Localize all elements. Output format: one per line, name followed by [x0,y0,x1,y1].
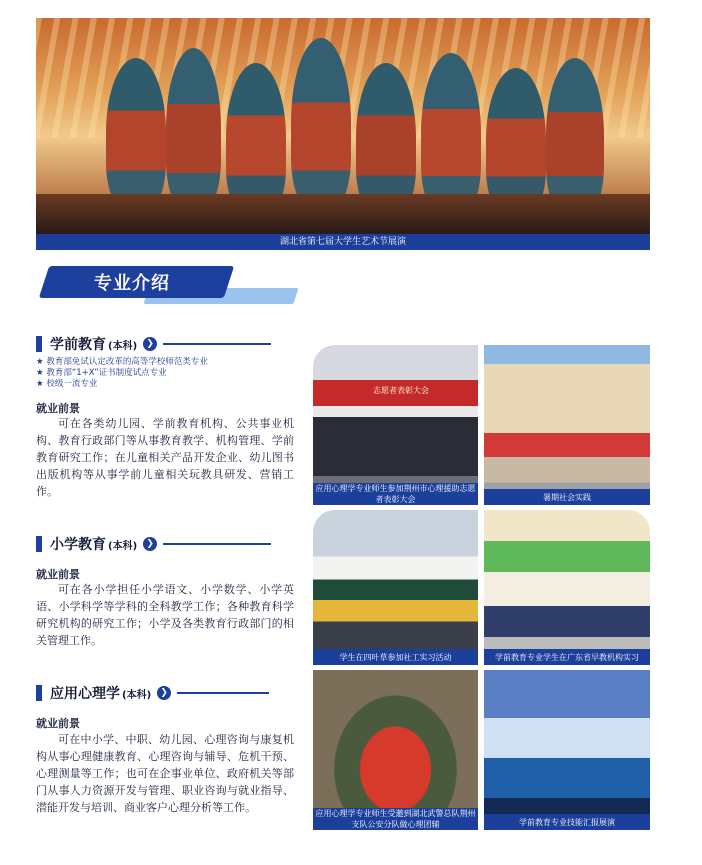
photo-volunteer-ceremony [313,345,478,505]
photo-social-work-internship [313,510,478,665]
heading-rule [163,543,271,545]
photo-early-education-internship [484,510,650,665]
program-name: 学前教育 [50,337,106,353]
heading-marker [36,336,42,352]
hero-caption: 湖北省第七届大学生艺术节展演 [36,234,650,250]
program-degree: (本科) [108,340,138,352]
program-degree: (本科) [122,689,152,701]
program-name: 应用心理学 [50,686,120,702]
photo-caption: 应用心理学专业师生参加荆州市心理援助志愿者表彰大会 [313,483,478,505]
job-prospects-text: 可在各小学担任小学语文、小学数学、小学英语、小学科学等学科的全科教学工作；各种教育科学研究机构的研究工作；小学及各类教育行政部门的相关管理工作。 [36,583,294,647]
chevron-right-icon: ❯ [143,337,157,351]
highlight-item: ★ 教育部免试认定改革的高等学校师范类专业 [36,357,208,367]
job-prospects-title: 就业前景 [36,568,80,581]
program-highlights [36,357,208,390]
hero-photo-block [36,18,650,250]
program-name: 小学教育 [50,537,106,553]
heading-rule [177,692,269,694]
chevron-right-icon: ❯ [143,537,157,551]
photo-caption: 应用心理学专业师生受邀到湖北武警总队荆州支队公安分队做心理团辅 [313,808,478,830]
photo-caption: 学生在四叶草参加社工实习活动 [313,649,478,665]
program-heading-psychology [36,684,269,702]
job-prospects-title: 就业前景 [36,402,80,415]
stage-banner-text: 志愿者表彰大会 [373,386,429,395]
highlight-item: ★ 教育部“1+X”证书制度试点专业 [36,368,167,378]
photo-caption: 暑期社会实践 [484,489,650,505]
job-prospects-title: 就业前景 [36,717,80,730]
photo-caption: 学前教育专业学生在广东省早教机构实习 [484,649,650,665]
program-heading-primary [36,535,271,553]
photo-caption: 学前教育专业技能汇报展演 [484,814,650,830]
heading-rule [163,343,271,345]
job-prospects-text: 可在中小学、中职、幼儿园、心理咨询与康复机构从事心理健康教育、心理咨询与辅导、危机干预、心理测量等工作；也可在企事业单位、政府机关等部门从事人力资源开发与管理、职业咨询与就业指导、潜能开发与培训、商业客户心理分析等工作。 [36,733,294,814]
photo-skills-performance [484,670,650,830]
photo-summer-practice [484,345,650,505]
section-title: 专业介绍 [94,273,170,294]
program-heading-preschool [36,335,271,353]
highlight-item: ★ 校级一流专业 [36,379,98,389]
program-degree: (本科) [108,540,138,552]
heading-marker [36,685,42,701]
job-prospects-text: 可在各类幼儿园、学前教育机构、公共事业机构、教育行政部门等从事教育教学、机构管理、学前教育研究工作；在儿童相关产品开发企业、幼儿图书出版机构等从事学前儿童相关玩教具研发、营销工作。 [36,417,294,498]
photo-group-counseling [313,670,478,830]
section-header [36,266,276,310]
chevron-right-icon: ❯ [157,686,171,700]
hero-performance-photo [36,18,650,234]
heading-marker [36,536,42,552]
